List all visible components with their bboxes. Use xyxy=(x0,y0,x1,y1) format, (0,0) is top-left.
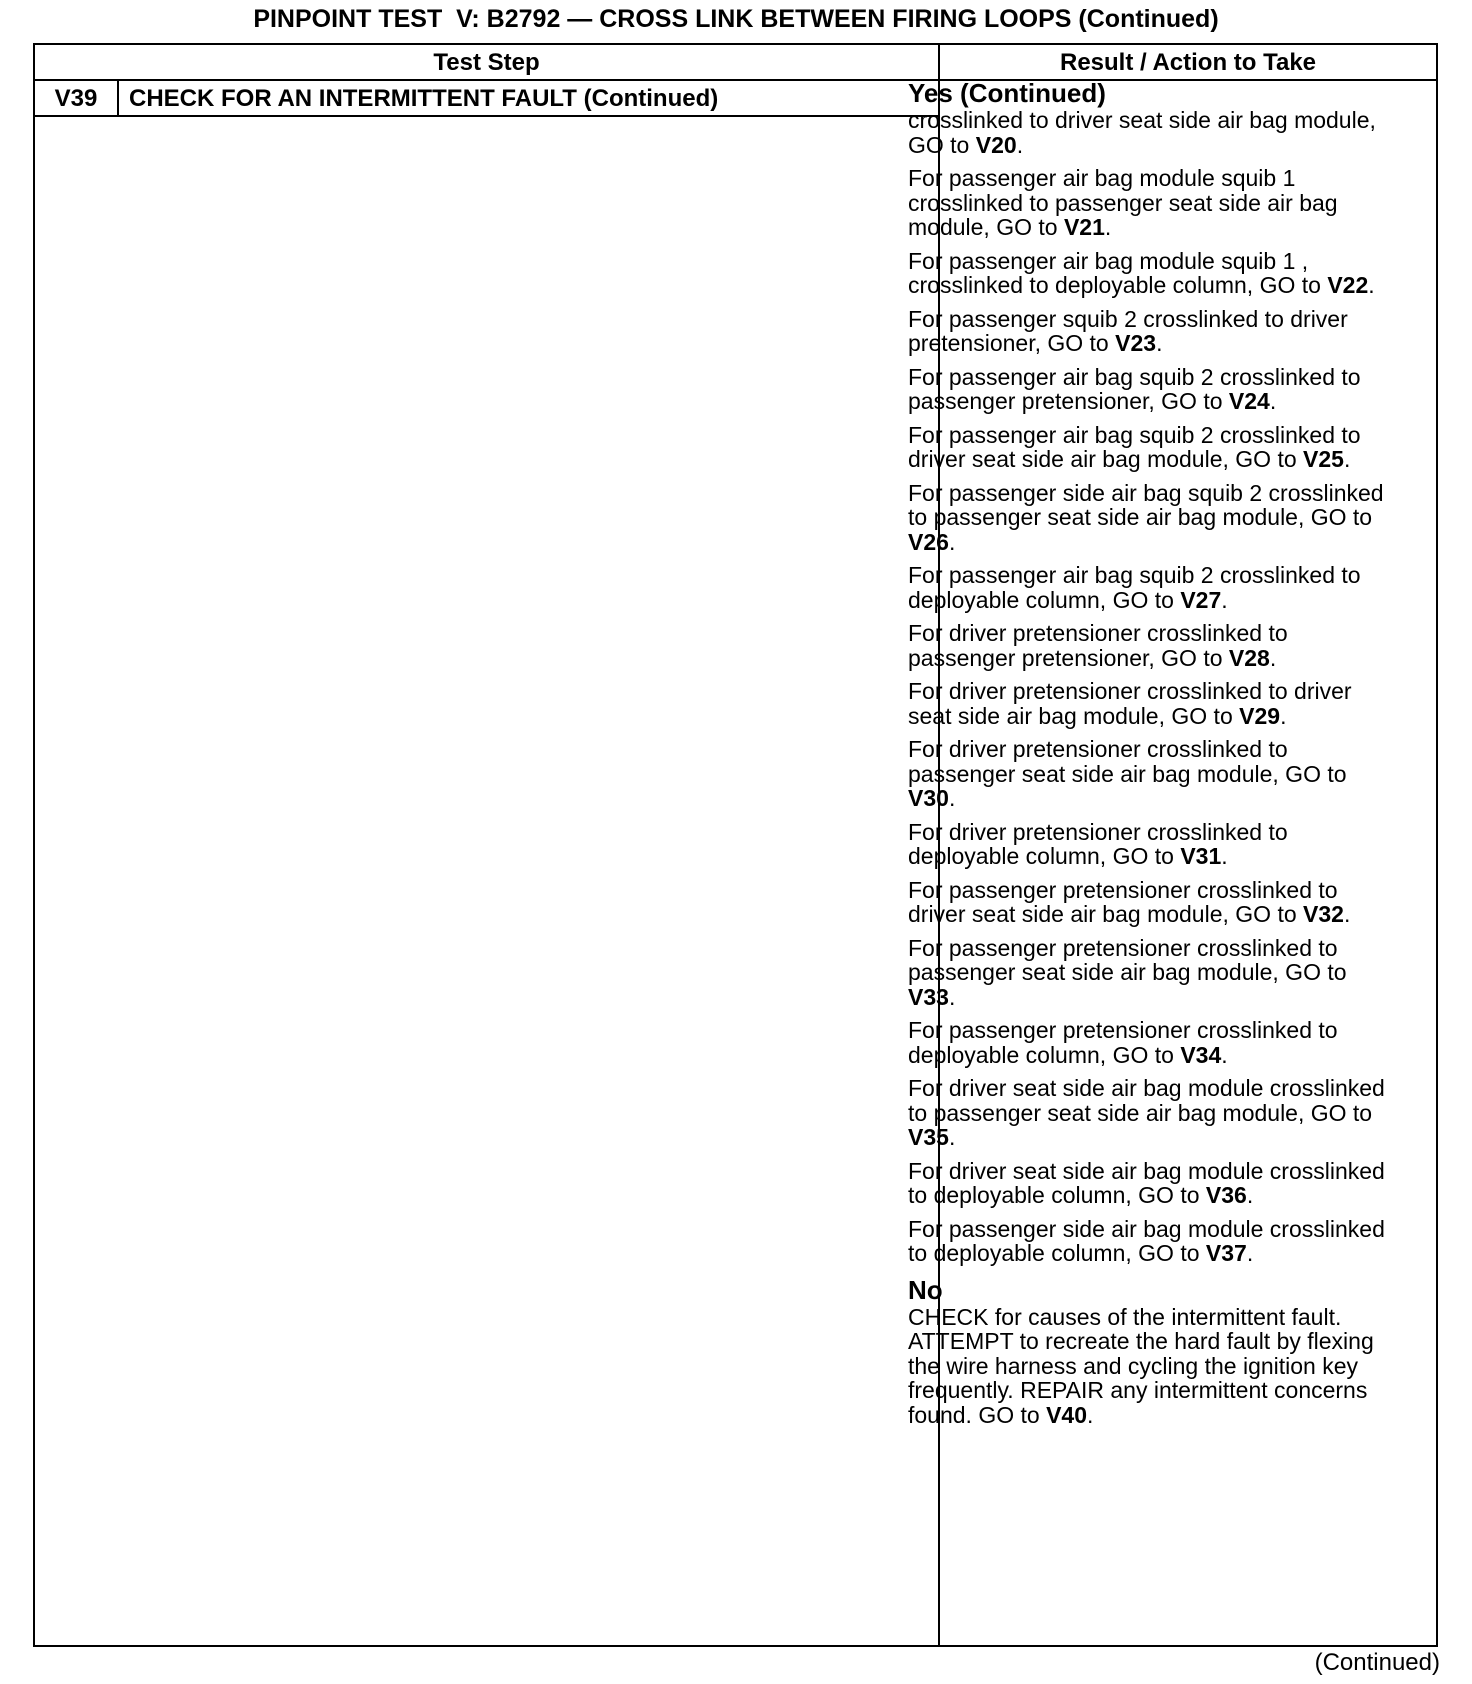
yes-entry-suffix: . xyxy=(948,528,956,555)
yes-entry xyxy=(908,621,1398,670)
yes-entry-suffix: . xyxy=(1343,901,1351,927)
yes-entry-text: For driver pretensioner crosslinked to deployable column, GO to xyxy=(908,818,1288,869)
yes-entry-goto: V35 xyxy=(908,1124,949,1150)
yes-entry-text: For driver pretensioner crosslinked to passenger pretensioner, GO to xyxy=(908,620,1288,671)
yes-entry-goto: V32 xyxy=(1303,901,1344,927)
yes-entry-goto: V31 xyxy=(1180,843,1222,869)
yes-entry-goto: V21 xyxy=(1063,214,1105,240)
yes-entry-goto: V36 xyxy=(1205,1182,1247,1208)
yes-entry-goto: V25 xyxy=(1303,446,1344,472)
header-result-action: Result / Action to Take xyxy=(1059,49,1317,76)
yes-entry-goto: V30 xyxy=(908,785,949,811)
yes-entry-suffix: . xyxy=(1368,272,1375,298)
no-entry-goto: V40 xyxy=(1046,1401,1088,1428)
yes-entry xyxy=(908,1159,1398,1208)
no-heading: No xyxy=(908,1274,943,1305)
yes-entry-goto: V33 xyxy=(908,983,949,1010)
yes-entries xyxy=(908,108,1398,1266)
yes-entry-suffix: . xyxy=(1343,446,1351,472)
yes-entry xyxy=(908,1076,1398,1150)
yes-entry-text: For passenger pretensioner crosslinked to deployable column, GO to xyxy=(908,1017,1338,1068)
yes-entry xyxy=(908,679,1398,728)
yes-heading: Yes (Continued) xyxy=(908,78,1106,108)
yes-entry-goto: V22 xyxy=(1327,272,1369,298)
step-title: CHECK FOR AN INTERMITTENT FAULT (Continued) xyxy=(129,85,719,112)
yes-entry-suffix: . xyxy=(1269,388,1277,414)
yes-entry-suffix: . xyxy=(1221,1041,1228,1068)
yes-entry-text: For driver seat side air bag module crosslinked to passenger seat side air bag module, GO to xyxy=(908,1075,1385,1126)
yes-entry-text: For passenger pretensioner crosslinked to driver seat side air bag module, GO to xyxy=(908,876,1338,927)
yes-entry-goto: V34 xyxy=(1180,1041,1222,1068)
yes-entry-text: For passenger air bag module squib 1 , crosslinked to deployable column, GO to xyxy=(908,247,1328,298)
yes-entry-text: For passenger squib 2 crosslinked to driver pretensioner, GO to xyxy=(908,305,1348,356)
yes-entry-suffix: . xyxy=(1221,843,1228,869)
yes-entry-suffix: . xyxy=(948,983,956,1010)
yes-entry-suffix: . xyxy=(1280,702,1287,729)
yes-entry-text: For passenger air bag squib 2 crosslinked to deployable column, GO to xyxy=(908,562,1361,613)
step-id: V39 xyxy=(54,85,98,112)
yes-entry-suffix: . xyxy=(1104,214,1112,240)
yes-entry-text: For passenger side air bag module crosslinked to deployable column, GO to xyxy=(908,1215,1385,1266)
continued-footer: (Continued) xyxy=(1314,1649,1440,1676)
yes-entry-suffix: . xyxy=(1221,586,1228,613)
yes-entry-suffix: . xyxy=(1269,644,1277,671)
yes-entry xyxy=(908,878,1398,927)
yes-entry xyxy=(908,423,1398,472)
yes-entry xyxy=(908,108,1398,157)
yes-entry-goto: V29 xyxy=(1239,702,1281,729)
yes-entry-text: crosslinked to driver seat side air bag module, GO to xyxy=(908,107,1376,158)
yes-entry-text: For passenger pretensioner crosslinked to passenger seat side air bag module, GO to xyxy=(908,934,1347,985)
yes-entry-text: For passenger air bag squib 2 crosslinked to passenger pretensioner, GO to xyxy=(908,363,1361,414)
yes-entry-goto: V26 xyxy=(908,528,949,555)
yes-entry-suffix: . xyxy=(948,1124,956,1150)
no-entry xyxy=(908,1305,1398,1428)
yes-entry-goto: V23 xyxy=(1115,330,1157,356)
yes-entry-suffix: . xyxy=(1246,1240,1254,1266)
yes-entry-suffix: . xyxy=(1156,330,1163,356)
yes-entry-goto: V28 xyxy=(1228,644,1270,671)
yes-entry xyxy=(908,563,1398,612)
yes-entry xyxy=(908,737,1398,811)
yes-entry-suffix: . xyxy=(948,785,956,811)
yes-entry-text: For passenger air bag squib 2 crosslinked to driver seat side air bag module, GO to xyxy=(908,421,1361,472)
yes-entry xyxy=(908,166,1398,240)
yes-entry xyxy=(908,936,1398,1010)
step-id-divider xyxy=(117,80,119,116)
yes-entry-text: For driver pretensioner crosslinked to driver seat side air bag module, GO to xyxy=(908,678,1352,729)
yes-entry xyxy=(908,1018,1398,1067)
no-entry-suffix: . xyxy=(1087,1401,1094,1428)
yes-entry xyxy=(908,307,1398,356)
yes-entry-text: For passenger side air bag squib 2 crosslinked to passenger seat side air bag module, GO to xyxy=(908,479,1384,530)
yes-entry-text: For passenger air bag module squib 1 crosslinked to passenger seat side air bag module, GO to xyxy=(908,165,1338,240)
yes-entry xyxy=(908,249,1398,298)
no-entry-text: CHECK for causes of the intermittent fault. ATTEMPT to recreate the hard fault by flexing the wire harness and cycling the ignition key frequently. REPAIR any intermittent concerns found. GO to xyxy=(908,1303,1374,1428)
yes-entry xyxy=(908,820,1398,869)
yes-entry-text: For driver pretensioner crosslinked to passenger seat side air bag module, GO to xyxy=(908,736,1347,787)
yes-entry-goto: V27 xyxy=(1180,586,1222,613)
yes-entry xyxy=(908,1217,1398,1266)
yes-entry-suffix: . xyxy=(1246,1182,1254,1208)
yes-entry-goto: V20 xyxy=(975,131,1017,158)
yes-entry-text: For driver seat side air bag module crosslinked to deployable column, GO to xyxy=(908,1157,1385,1208)
yes-entry xyxy=(908,365,1398,414)
header-test-step: Test Step xyxy=(433,49,540,76)
yes-entry xyxy=(908,481,1398,555)
yes-entry-goto: V37 xyxy=(1205,1240,1247,1266)
yes-entry-goto: V24 xyxy=(1228,388,1270,414)
yes-entry-suffix: . xyxy=(1016,131,1024,158)
result-column xyxy=(908,78,1398,1427)
page-title: PINPOINT TEST V: B2792 — CROSS LINK BETWEEN FIRING LOOPS (Continued) xyxy=(253,5,1219,33)
